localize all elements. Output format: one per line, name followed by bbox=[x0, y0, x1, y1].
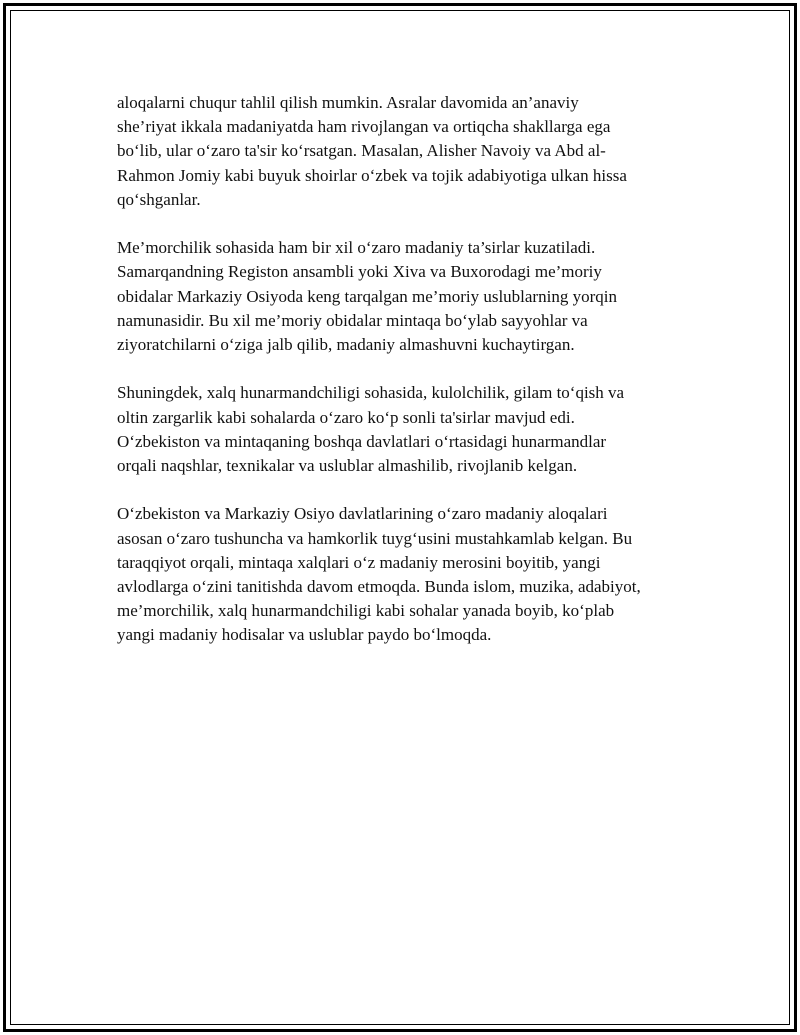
paragraph-poetry: aloqalarni chuqur tahlil qilish mumkin. Asralar davomida an’anaviy she’riyat ikkala madaniyatda ham rivojlangan va ortiqcha shakllarga ega bo‘lib, ular o‘zaro ta'sir ko‘rsatgan. Masalan, Alisher Navoiy va Abd al- Rahmon Jomiy kabi buyuk shoirlar o‘zbek va tojik adabiyotiga ulkan hissa qo‘shganlar. bbox=[117, 93, 627, 209]
document-body bbox=[117, 91, 707, 672]
paragraph-crafts: Shuningdek, xalq hunarmandchiligi sohasida, kulolchilik, gilam to‘qish va oltin zargarlik kabi sohalarda o‘zaro ko‘p sonli ta'sirlar mavjud edi. O‘zbekiston va mintaqaning boshqa davlatlari o‘rtasidagi hunarmandlar orqali naqshlar, texnikalar va uslublar almashilib, rivojlanib kelgan. bbox=[117, 383, 625, 476]
paragraph-conclusion: O‘zbekiston va Markaziy Osiyo davlatlarining o‘zaro madaniy aloqalari asosan o‘zaro tushuncha va hamkorlik tuyg‘usini mustahkamlab kelgan. Bu taraqqiyot orqali, mintaqa xalqlari o‘z madaniy merosini boyitib, yangi avlodlarga o‘zini tanitishda davom etmoqda. Bunda islom, muzika, adabiyot, me’morchilik, xalq hunarmandchiligi kabi sohalar yanada boyib, ko‘plab yangi madaniy hodisalar va uslublar paydo bo‘lmoqda. bbox=[117, 504, 641, 645]
paragraph-architecture: Me’morchilik sohasida ham bir xil o‘zaro madaniy ta’sirlar kuzatiladi. Samarqandning Registon ansambli yoki Xiva va Buxorodagi me’moriy obidalar Markaziy Osiyoda keng tarqalgan me’moriy uslublarning yorqin namunasidir. Bu xil me’moriy obidalar mintaqa bo‘ylab sayyohlar va ziyoratchilarni o‘ziga jalb qilib, madaniy almashuvni kuchaytirgan. bbox=[117, 238, 617, 355]
